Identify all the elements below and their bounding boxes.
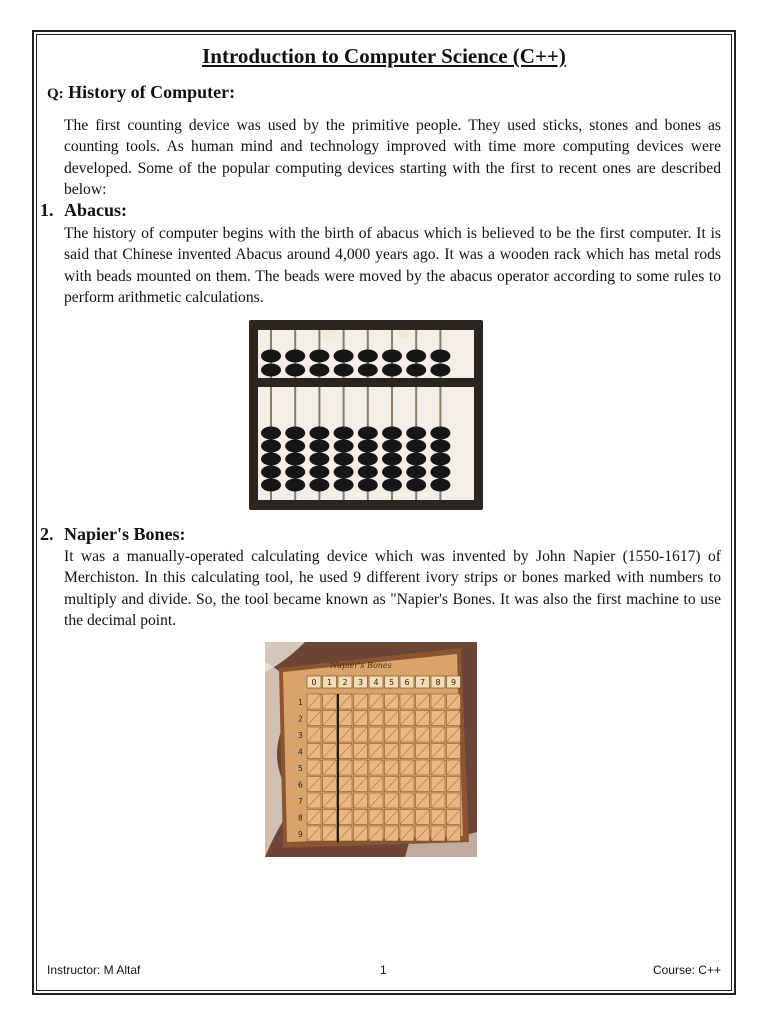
bone-row-digit: 5 — [298, 764, 303, 773]
abacus-bead — [430, 364, 450, 377]
bone-header-digit: 0 — [311, 678, 317, 687]
section-heading-abacus — [40, 200, 127, 221]
abacus-bead — [430, 479, 450, 492]
abacus-bead — [406, 466, 426, 479]
abacus-bead — [406, 453, 426, 466]
abacus-bead — [358, 350, 378, 363]
abacus-bead — [261, 364, 281, 377]
abacus-bead — [406, 350, 426, 363]
napiers-bones-image — [265, 642, 477, 857]
bone-row-digit: 6 — [298, 780, 303, 790]
abacus-bead — [430, 350, 450, 363]
bone-row-digit: 2 — [298, 714, 303, 724]
abacus-bead — [382, 427, 402, 440]
abacus-bead — [406, 440, 426, 453]
bone-header-digit: 8 — [435, 678, 441, 687]
question-title: History of Computer: — [68, 82, 236, 102]
bone-header-digit: 2 — [342, 678, 348, 687]
abacus-bead — [285, 350, 305, 363]
bone-header-digit: 5 — [388, 678, 395, 687]
abacus-bead — [358, 440, 378, 453]
abacus-bead — [430, 466, 450, 479]
bone-row-digit: 3 — [298, 731, 303, 740]
question-label: Q: — [47, 86, 64, 102]
bone-row-digit: 9 — [298, 830, 303, 839]
abacus-bead — [261, 350, 281, 363]
abacus-bead — [309, 479, 329, 492]
bone-row-digit: 8 — [298, 813, 303, 823]
abacus-bead — [309, 350, 329, 363]
abacus-bead — [358, 427, 378, 440]
abacus-bead — [285, 440, 305, 453]
abacus-image — [247, 318, 485, 512]
abacus-marker — [397, 330, 409, 338]
abacus-bead — [406, 479, 426, 492]
section-number: 2. — [40, 524, 54, 544]
bone-header-digit: 1 — [326, 678, 333, 687]
abacus-bead — [309, 466, 329, 479]
abacus-bead — [406, 364, 426, 377]
abacus-bead — [334, 364, 354, 377]
bone-row-digit: 1 — [298, 698, 303, 707]
abacus-bead — [382, 364, 402, 377]
section-title: Napier's Bones: — [64, 524, 186, 544]
bone-header-digit: 7 — [419, 678, 426, 687]
section-title: Abacus: — [64, 200, 128, 220]
abacus-bead — [285, 466, 305, 479]
bone-header-digit: 3 — [357, 678, 364, 687]
footer-page-number: 1 — [380, 963, 387, 977]
abacus-bead — [261, 466, 281, 479]
footer-course: Course: C++ — [652, 963, 721, 977]
abacus-bead — [430, 427, 450, 440]
abacus-bead — [334, 466, 354, 479]
abacus-bead — [334, 350, 354, 363]
abacus-bead — [334, 479, 354, 492]
abacus-bead — [334, 427, 354, 440]
abacus-bead — [382, 466, 402, 479]
abacus-bead — [285, 427, 305, 440]
abacus-bead — [261, 453, 281, 466]
abacus-bead — [261, 440, 281, 453]
abacus-bead — [406, 427, 426, 440]
question-heading — [47, 82, 235, 103]
abacus-bead — [285, 364, 305, 377]
bone-row-digit: 4 — [298, 747, 303, 757]
intro-paragraph: The first counting device was used by the primitive people. They used sticks, stones and bones as counting tools. As human mind and technology improved with time more computing devices were developed. Some of the popular computing devices starting with the first to recent ones are described below: — [64, 117, 721, 198]
abacus-bead — [285, 479, 305, 492]
abacus-bead — [430, 440, 450, 453]
bone-row-digit: 7 — [298, 797, 303, 806]
abacus-bead — [261, 427, 281, 440]
abacus-bead — [334, 453, 354, 466]
abacus-bead — [358, 453, 378, 466]
footer-instructor: Instructor: M Altaf — [47, 963, 141, 977]
abacus-bead — [309, 440, 329, 453]
abacus-paragraph: The history of computer begins with the birth of abacus which is believed to be the first computer. It is said that Chinese invented Abacus around 4,000 years ago. It was a wooden rack which has metal rods with beads mounted on them. The beads were moved by the abacus operator according to some rules to perform arithmetic calculations. — [64, 225, 721, 306]
abacus-bead — [261, 479, 281, 492]
abacus-bead — [382, 440, 402, 453]
abacus-bead — [309, 427, 329, 440]
abacus-bead — [309, 364, 329, 377]
abacus-bead — [309, 453, 329, 466]
abacus-marker — [323, 330, 335, 338]
abacus-bead — [358, 364, 378, 377]
abacus-bead — [358, 479, 378, 492]
abacus-bead — [430, 453, 450, 466]
bone-header-digit: 6 — [404, 678, 410, 687]
bone-header-digit: 4 — [373, 678, 379, 687]
abacus-bead — [382, 479, 402, 492]
section-number: 1. — [40, 200, 54, 220]
napiers-bones-paragraph: It was a manually-operated calculating device which was invented by John Napier (1550-1617) of Merchiston. In this calculating tool, he used 9 different ivory strips or bones marked with numbers to multiply and divide. So, the tool became known as "Napier's Bones. It was also the first machine to use the decimal point. — [64, 548, 721, 629]
abacus-bead — [382, 350, 402, 363]
section-heading-napiers-bones — [40, 524, 186, 545]
abacus-bead — [285, 453, 305, 466]
abacus-bead — [334, 440, 354, 453]
bone-separator — [337, 694, 339, 843]
board-title: Napier's Bones — [330, 661, 392, 670]
abacus-bead — [382, 453, 402, 466]
bone-header-digit: 9 — [450, 678, 457, 687]
abacus-bead — [358, 466, 378, 479]
document-title: Introduction to Computer Science (C++) — [202, 44, 566, 68]
